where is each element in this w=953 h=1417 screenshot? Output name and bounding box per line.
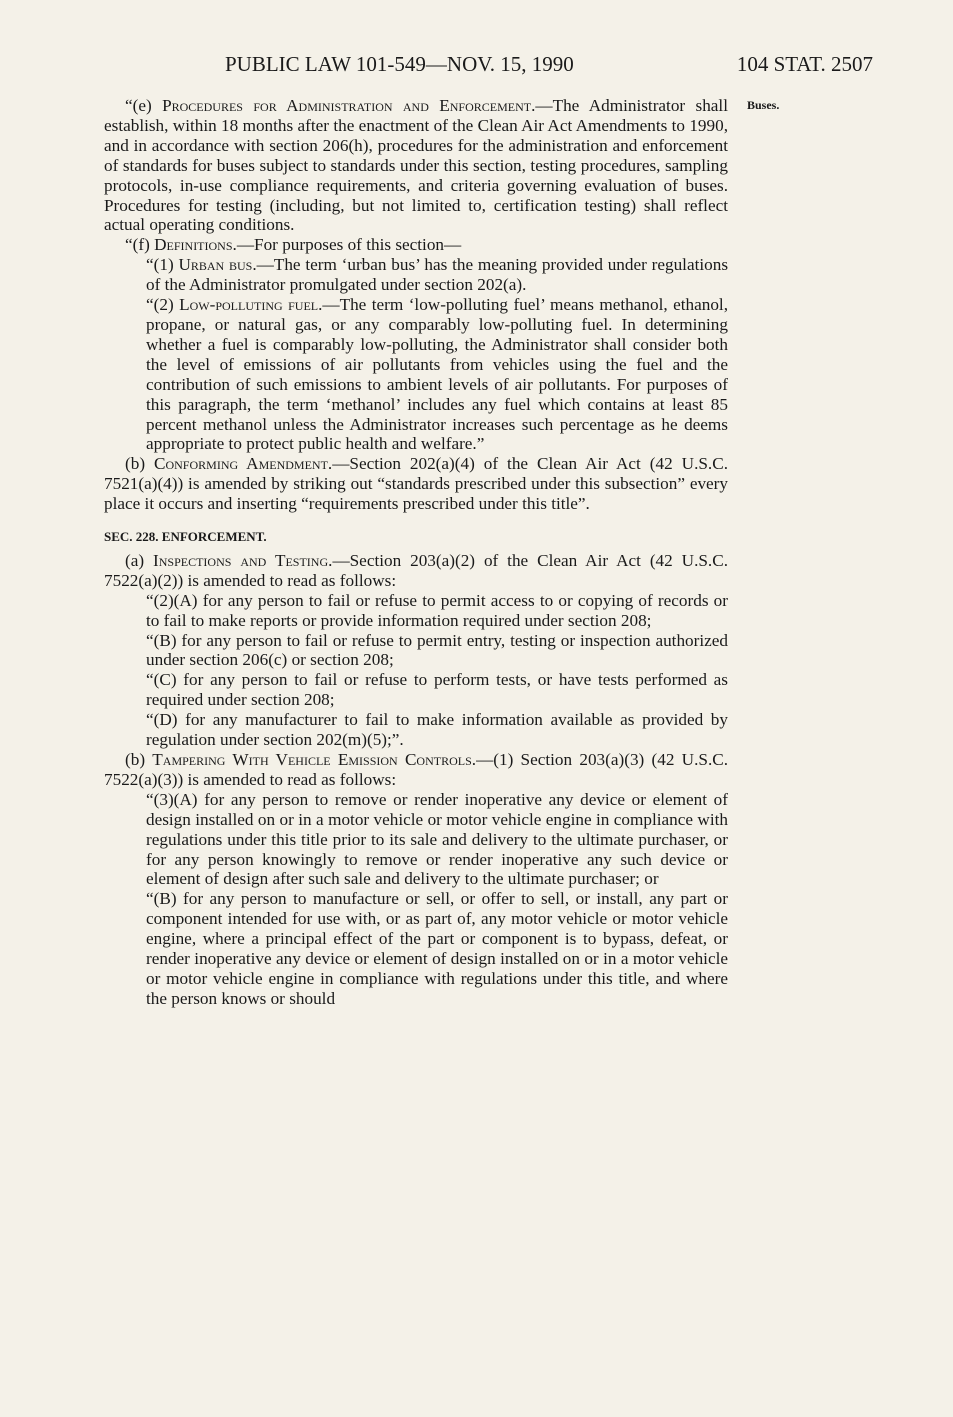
paragraph-f2: “(2) Low-polluting fuel.—The term ‘low-polluting fuel’ means methanol, ethanol, propane, or natural gas, or any comparably low-polluting fuel. In determining whether a fuel is comparably low-polluting, the Administrator shall consider both the level of emissions of air pollutants from vehicles using the fuel and the contribution of such emissions to ambient levels of air pollutants. For purposes of this paragraph, the term ‘methanol’ includes any fuel which contains at least 85 percent methanol unless the Administrator increases such percentage as he deems appropriate to protect public health and welfare.” — [146, 295, 728, 454]
header-stat-page: 104 STAT. 2507 — [736, 52, 873, 76]
paragraph-heading: Inspections and Testing — [153, 550, 329, 570]
paragraph-heading: Low-polluting fuel — [179, 295, 319, 315]
paragraph-f: “(f) Definitions.—For purposes of this section— — [125, 235, 462, 255]
header-law-citation: PUBLIC LAW 101-549—NOV. 15, 1990 — [225, 52, 574, 76]
paragraph-heading: Definitions — [154, 235, 233, 255]
paragraph-a2A: “(2)(A) for any person to fail or refuse to permit access to or copying of records or to fail to make reports or provide information required under section 208; — [146, 590, 728, 630]
paragraph-b-conforming: (b) Conforming Amendment.—Section 202(a)(4) of the Clean Air Act (42 U.S.C. 7521(a)(4)) is amended by striking out “standards prescribed under this subsection” every place it occurs and inserting “requirements prescribed under this title”. — [104, 454, 728, 514]
section-heading: SEC. 228. ENFORCEMENT. — [104, 529, 267, 545]
paragraph-aC: “(C) for any person to fail or refuse to perform tests, or have tests performed as required under section 208; — [146, 670, 728, 710]
paragraph-b3A: “(3)(A) for any person to remove or render inoperative any device or element of design installed on or in a motor vehicle or motor vehicle engine in compliance with regulations under this title prior to its sale and delivery to the ultimate purchaser, or for any person knowingly to remove or render inoperative any such device or element of design after such sale and delivery to the ultimate purchaser; or — [146, 789, 728, 889]
paragraph-b-tampering: (b) Tampering With Vehicle Emission Controls.—(1) Section 203(a)(3) (42 U.S.C. 7522(a)(3)) is amended to read as follows: — [104, 750, 728, 789]
paragraph-heading: Tampering With Vehicle Emission Controls — [152, 750, 472, 769]
paragraph-e: “(e) Procedures for Administration and Enforcement.—The Administrator shall establish, within 18 months after the enactment of the Clean Air Act Amendments to 1990, and in accordance with section 206(h), procedures for the administration and enforcement of standards for buses subject to standards under this section, testing procedures, sampling protocols, in-use compliance requirements, and criteria governing evaluation of buses. Procedures for testing (including, but not limited to, certification testing) shall reflect actual operating conditions. — [104, 96, 728, 235]
paragraph-heading: Urban bus — [178, 255, 253, 275]
paragraph-heading: Conforming Amendment — [154, 454, 328, 474]
document-body — [104, 96, 728, 1009]
paragraph-a-inspections: (a) Inspections and Testing.—Section 203(a)(2) of the Clean Air Act (42 U.S.C. 7522(a)(2)) is amended to read as follows: — [104, 550, 728, 590]
margin-note: Buses. — [747, 98, 780, 112]
paragraph-heading: Procedures for Administration and Enforcement — [162, 96, 532, 115]
paragraph-b3B: “(B) for any person to manufacture or sell, or offer to sell, or install, any part or component intended for use with, or as part of, any motor vehicle or motor vehicle engine, where a principal effect of the part or component is to bypass, defeat, or render inoperative any device or element of design installed on or in a motor vehicle or motor vehicle engine in compliance with regulations under this title, and where the person knows or should — [146, 889, 728, 1008]
paragraph-aD: “(D) for any manufacturer to fail to make information available as provided by regulation under section 202(m)(5);”. — [146, 710, 728, 750]
paragraph-aB: “(B) for any person to fail or refuse to permit entry, testing or inspection authorized under section 206(c) or section 208; — [146, 630, 728, 670]
paragraph-f1: “(1) Urban bus.—The term ‘urban bus’ has the meaning provided under regulations of the Administrator promulgated under section 202(a). — [146, 255, 729, 295]
